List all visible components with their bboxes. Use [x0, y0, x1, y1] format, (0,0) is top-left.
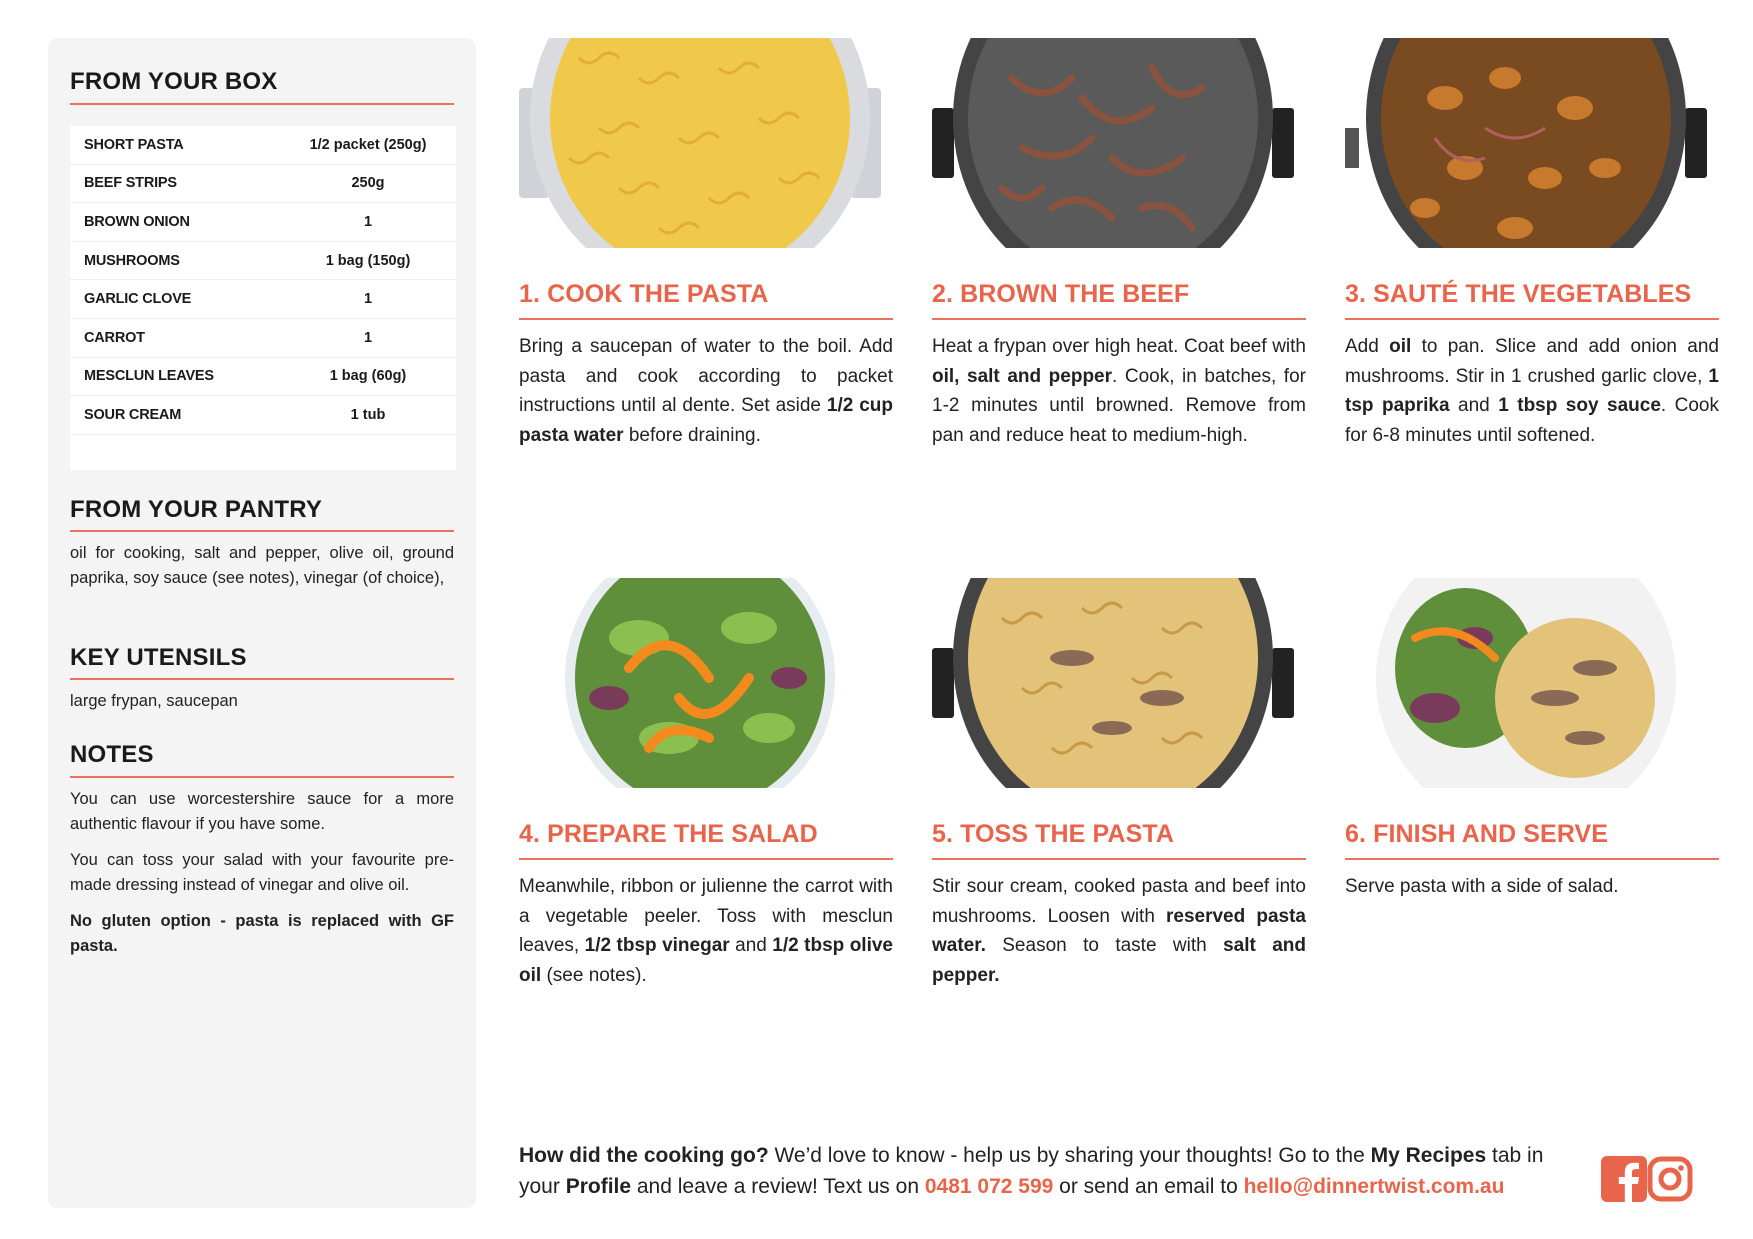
step-1-body: Bring a saucepan of water to the boil. Add pasta and cook according to packet instructions until al dente. Set aside 1/2 cup pasta water before draining. — [519, 336, 893, 446]
table-row: MUSHROOMS 1 bag (150g) — [70, 242, 456, 281]
table-row: GARLIC CLOVE 1 — [70, 280, 456, 319]
table-row: BEEF STRIPS 250g — [70, 165, 456, 204]
finish-serve-photo — [1345, 578, 1707, 788]
divider — [932, 318, 1306, 320]
divider — [932, 858, 1306, 860]
step-6-title: 6. FINISH AND SERVE — [1345, 820, 1609, 848]
saute-vegetables-photo — [1345, 38, 1707, 248]
notes-heading: NOTES — [70, 741, 154, 768]
brown-beef-photo — [932, 38, 1294, 248]
pantry-text: oil for cooking, salt and pepper, olive oil, ground paprika, soy sauce (see notes), vinegar (of choice), — [70, 544, 454, 587]
prepare-salad-photo — [519, 578, 881, 788]
toss-pasta-photo — [932, 578, 1294, 788]
facebook-icon[interactable] — [1601, 1156, 1647, 1202]
step-2-title: 2. BROWN THE BEEF — [932, 280, 1190, 308]
email-link[interactable]: hello@dinnertwist.com.au — [1243, 1175, 1505, 1198]
table-row: SOUR CREAM 1 tub — [70, 396, 456, 435]
divider — [1345, 318, 1719, 320]
step-3-title: 3. SAUTÉ THE VEGETABLES — [1345, 280, 1692, 308]
utensils-text: large frypan, saucepan — [70, 692, 238, 710]
step-5-title: 5. TOSS THE PASTA — [932, 820, 1175, 848]
divider — [519, 318, 893, 320]
step-1-title: 1. COOK THE PASTA — [519, 280, 769, 308]
feedback-footer: How did the cooking go? We’d love to know - help us by sharing your thoughts! Go to the My Recipes tab in your Profile and leave a review! Text us on 0481 072 599 or send an email to hello@dinnertwist.com.au — [519, 1144, 1544, 1198]
divider — [70, 103, 454, 105]
table-row: BROWN ONION 1 — [70, 203, 456, 242]
key-utensils-heading: KEY UTENSILS — [70, 644, 247, 671]
divider — [70, 530, 454, 532]
divider — [70, 776, 454, 778]
note: You can toss your salad with your favourite pre-made dressing instead of vinegar and olive oil. — [70, 851, 454, 894]
cook-pasta-photo — [519, 38, 881, 248]
divider — [519, 858, 893, 860]
step-5-body: Stir sour cream, cooked pasta and beef into mushrooms. Loosen with reserved pasta water. Season to taste with salt and pepper. — [932, 876, 1306, 986]
note-gluten-free: No gluten option - pasta is replaced with GF pasta. — [70, 912, 454, 955]
step-4-title: 4. PREPARE THE SALAD — [519, 820, 818, 848]
divider — [1345, 858, 1719, 860]
step-3-body: Add oil to pan. Slice and add onion and mushrooms. Stir in 1 crushed garlic clove, 1 tsp paprika and 1 tbsp soy sauce. Cook for 6-8 minutes until softened. — [1345, 336, 1719, 446]
from-your-pantry-heading: FROM YOUR PANTRY — [70, 496, 323, 523]
ingredients-table — [70, 126, 456, 470]
table-row: SHORT PASTA 1/2 packet (250g) — [70, 126, 456, 165]
step-2-body: Heat a frypan over high heat. Coat beef with oil, salt and pepper. Cook, in batches, for 1-2 minutes until browned. Remove from pan and reduce heat to medium-high. — [932, 336, 1306, 446]
table-row: CARROT 1 — [70, 319, 456, 358]
step-4-body: Meanwhile, ribbon or julienne the carrot with a vegetable peeler. Toss with mesclun leaves, 1/2 tbsp vinegar and 1/2 tbsp olive oil (see notes). — [519, 876, 893, 986]
table-row: MESCLUN LEAVES 1 bag (60g) — [70, 358, 456, 397]
instagram-icon[interactable] — [1647, 1156, 1693, 1202]
phone-link[interactable]: 0481 072 599 — [924, 1175, 1054, 1198]
step-6-body: Serve pasta with a side of salad. — [1345, 876, 1619, 897]
from-your-box-heading: FROM YOUR BOX — [70, 68, 278, 95]
notes-text — [70, 787, 454, 970]
note: You can use worcestershire sauce for a more authentic flavour if you have some. — [70, 790, 454, 833]
ingredients-sidebar — [48, 38, 476, 1208]
divider — [70, 678, 454, 680]
